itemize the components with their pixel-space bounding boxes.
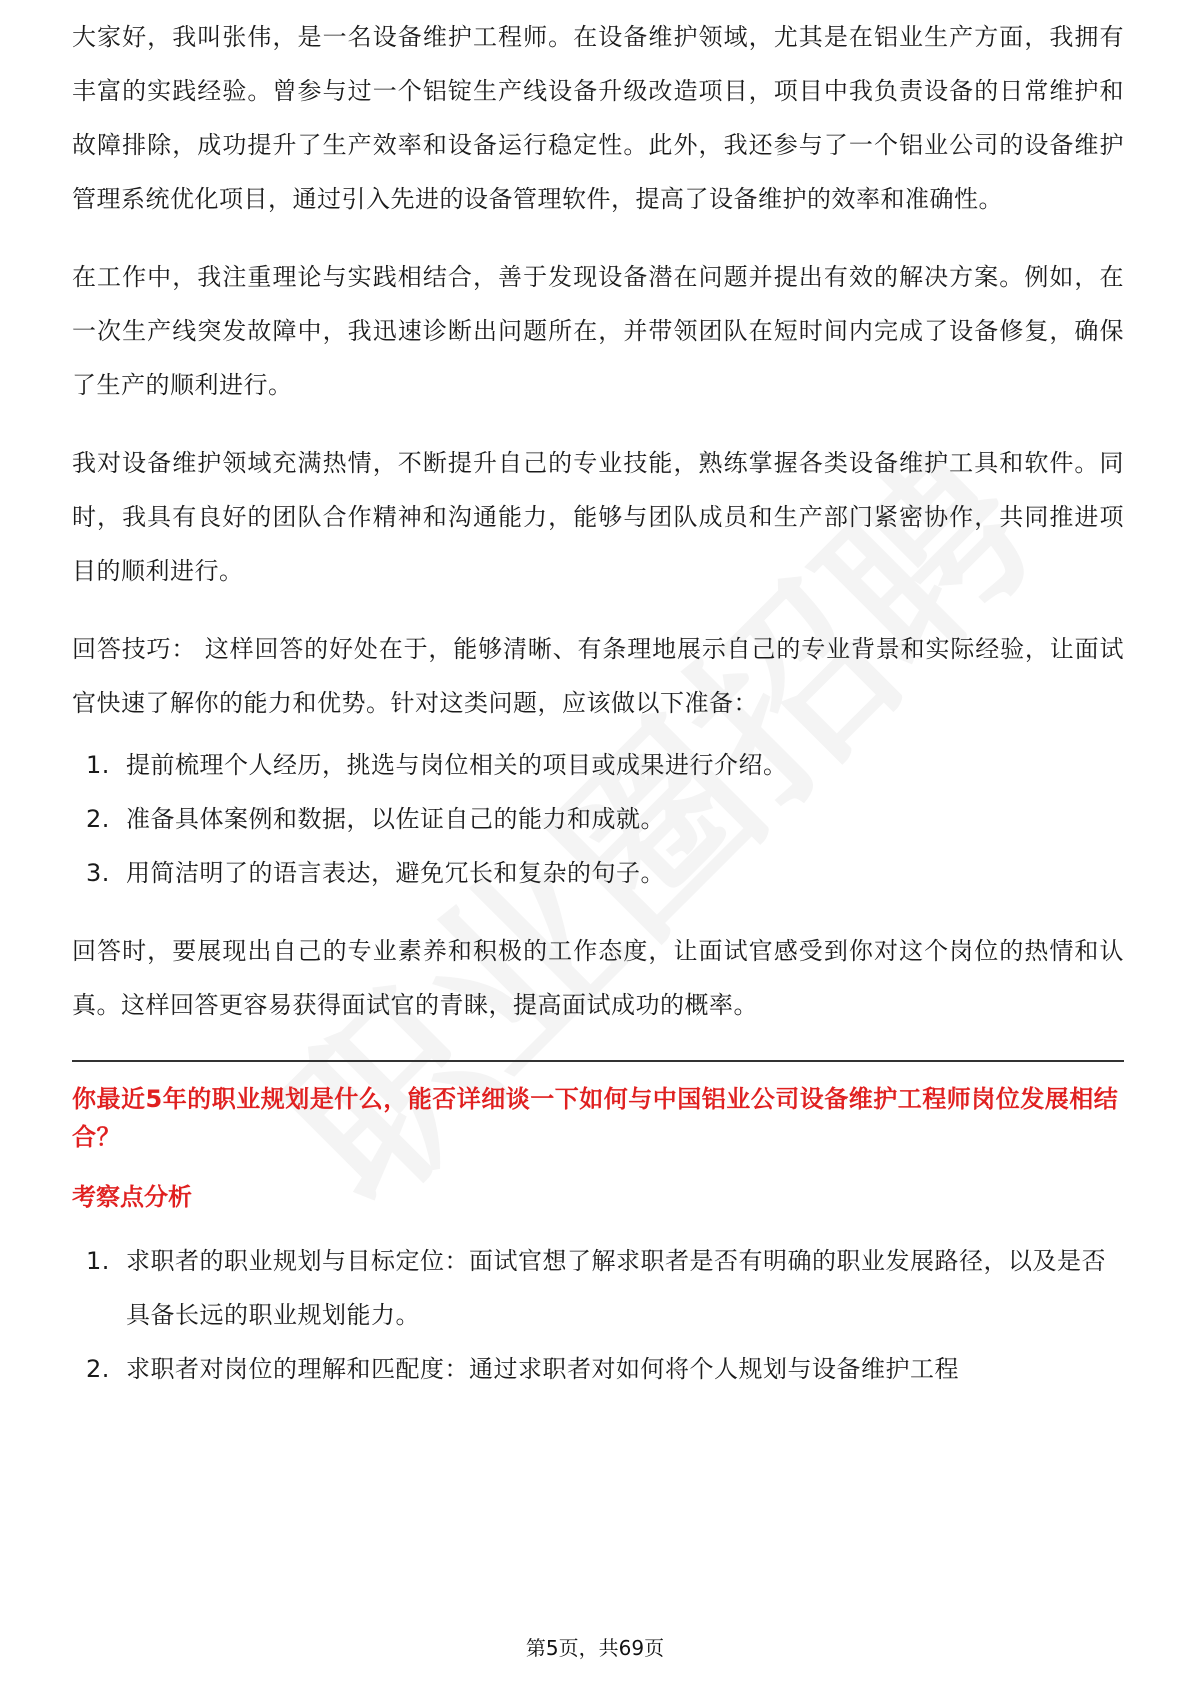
- list-number: 3.: [86, 859, 110, 887]
- list-item: [72, 738, 1124, 792]
- paragraph-work-approach: 在工作中，我注重理论与实践相结合，善于发现设备潜在问题并提出有效的解决方案。例如，在一次生产线突发故障中，我迅速诊断出问题所在，并带领团队在短时间内完成了设备修复，确保了生产的顺利进行。: [72, 263, 1124, 399]
- paragraph-answer-tips: 回答技巧： 这样回答的好处在于，能够清晰、有条理地展示自己的专业背景和实际经验，让面试官快速了解你的能力和优势。针对这类问题，应该做以下准备：: [72, 635, 1124, 717]
- page-footer: 第5页，共69页: [525, 1636, 665, 1660]
- list-item: [72, 1342, 1124, 1396]
- list-number: 2.: [86, 805, 110, 833]
- list-item-text: 提前梳理个人经历，挑选与岗位相关的项目或成果进行介绍。: [126, 751, 788, 779]
- paragraph-closing: 回答时，要展现出自己的专业素养和积极的工作态度，让面试官感受到你对这个岗位的热情和认真。这样回答更容易获得面试官的青睐，提高面试成功的概率。: [72, 937, 1124, 1019]
- list-item: [72, 846, 1124, 900]
- list-item: [72, 1234, 1124, 1342]
- list-item-text: 求职者对岗位的理解和匹配度：通过求职者对如何将个人规划与设备维护工程: [126, 1355, 959, 1383]
- paragraph-passion: 我对设备维护领域充满热情，不断提升自己的专业技能，熟练掌握各类设备维护工具和软件。同时，我具有良好的团队合作精神和沟通能力，能够与团队成员和生产部门紧密协作，共同推进项目的顺利进行。: [72, 449, 1124, 585]
- list-number: 1.: [86, 1247, 110, 1275]
- page-content: [72, 23, 1124, 1420]
- list-number: 1.: [86, 751, 110, 779]
- list-item: [72, 792, 1124, 846]
- list-item-text: 用简洁明了的语言表达，避免冗长和复杂的句子。: [126, 859, 665, 887]
- list-item-text: 准备具体案例和数据，以佐证自己的能力和成就。: [126, 805, 665, 833]
- list-number: 2.: [86, 1355, 110, 1383]
- section-divider: [72, 1060, 1124, 1062]
- tips-list: [72, 738, 1124, 900]
- paragraph-self-intro: 大家好，我叫张伟，是一名设备维护工程师。在设备维护领域，尤其是在铝业生产方面，我拥有丰富的实践经验。曾参与过一个铝锭生产线设备升级改造项目，项目中我负责设备的日常维护和故障排除，成功提升了生产效率和设备运行稳定性。此外，我还参与了一个铝业公司的设备维护管理系统优化项目，通过引入先进的设备管理软件，提高了设备维护的效率和准确性。: [72, 23, 1124, 213]
- list-item-text: 求职者的职业规划与目标定位：面试官想了解求职者是否有明确的职业发展路径，以及是否具备长远的职业规划能力。: [126, 1247, 1106, 1329]
- analysis-list: [72, 1234, 1124, 1396]
- question-heading: 你最近5年的职业规划是什么，能否详细谈一下如何与中国铝业公司设备维护工程师岗位发展相结合？: [72, 1085, 1119, 1151]
- analysis-title: 考察点分析: [72, 1183, 192, 1211]
